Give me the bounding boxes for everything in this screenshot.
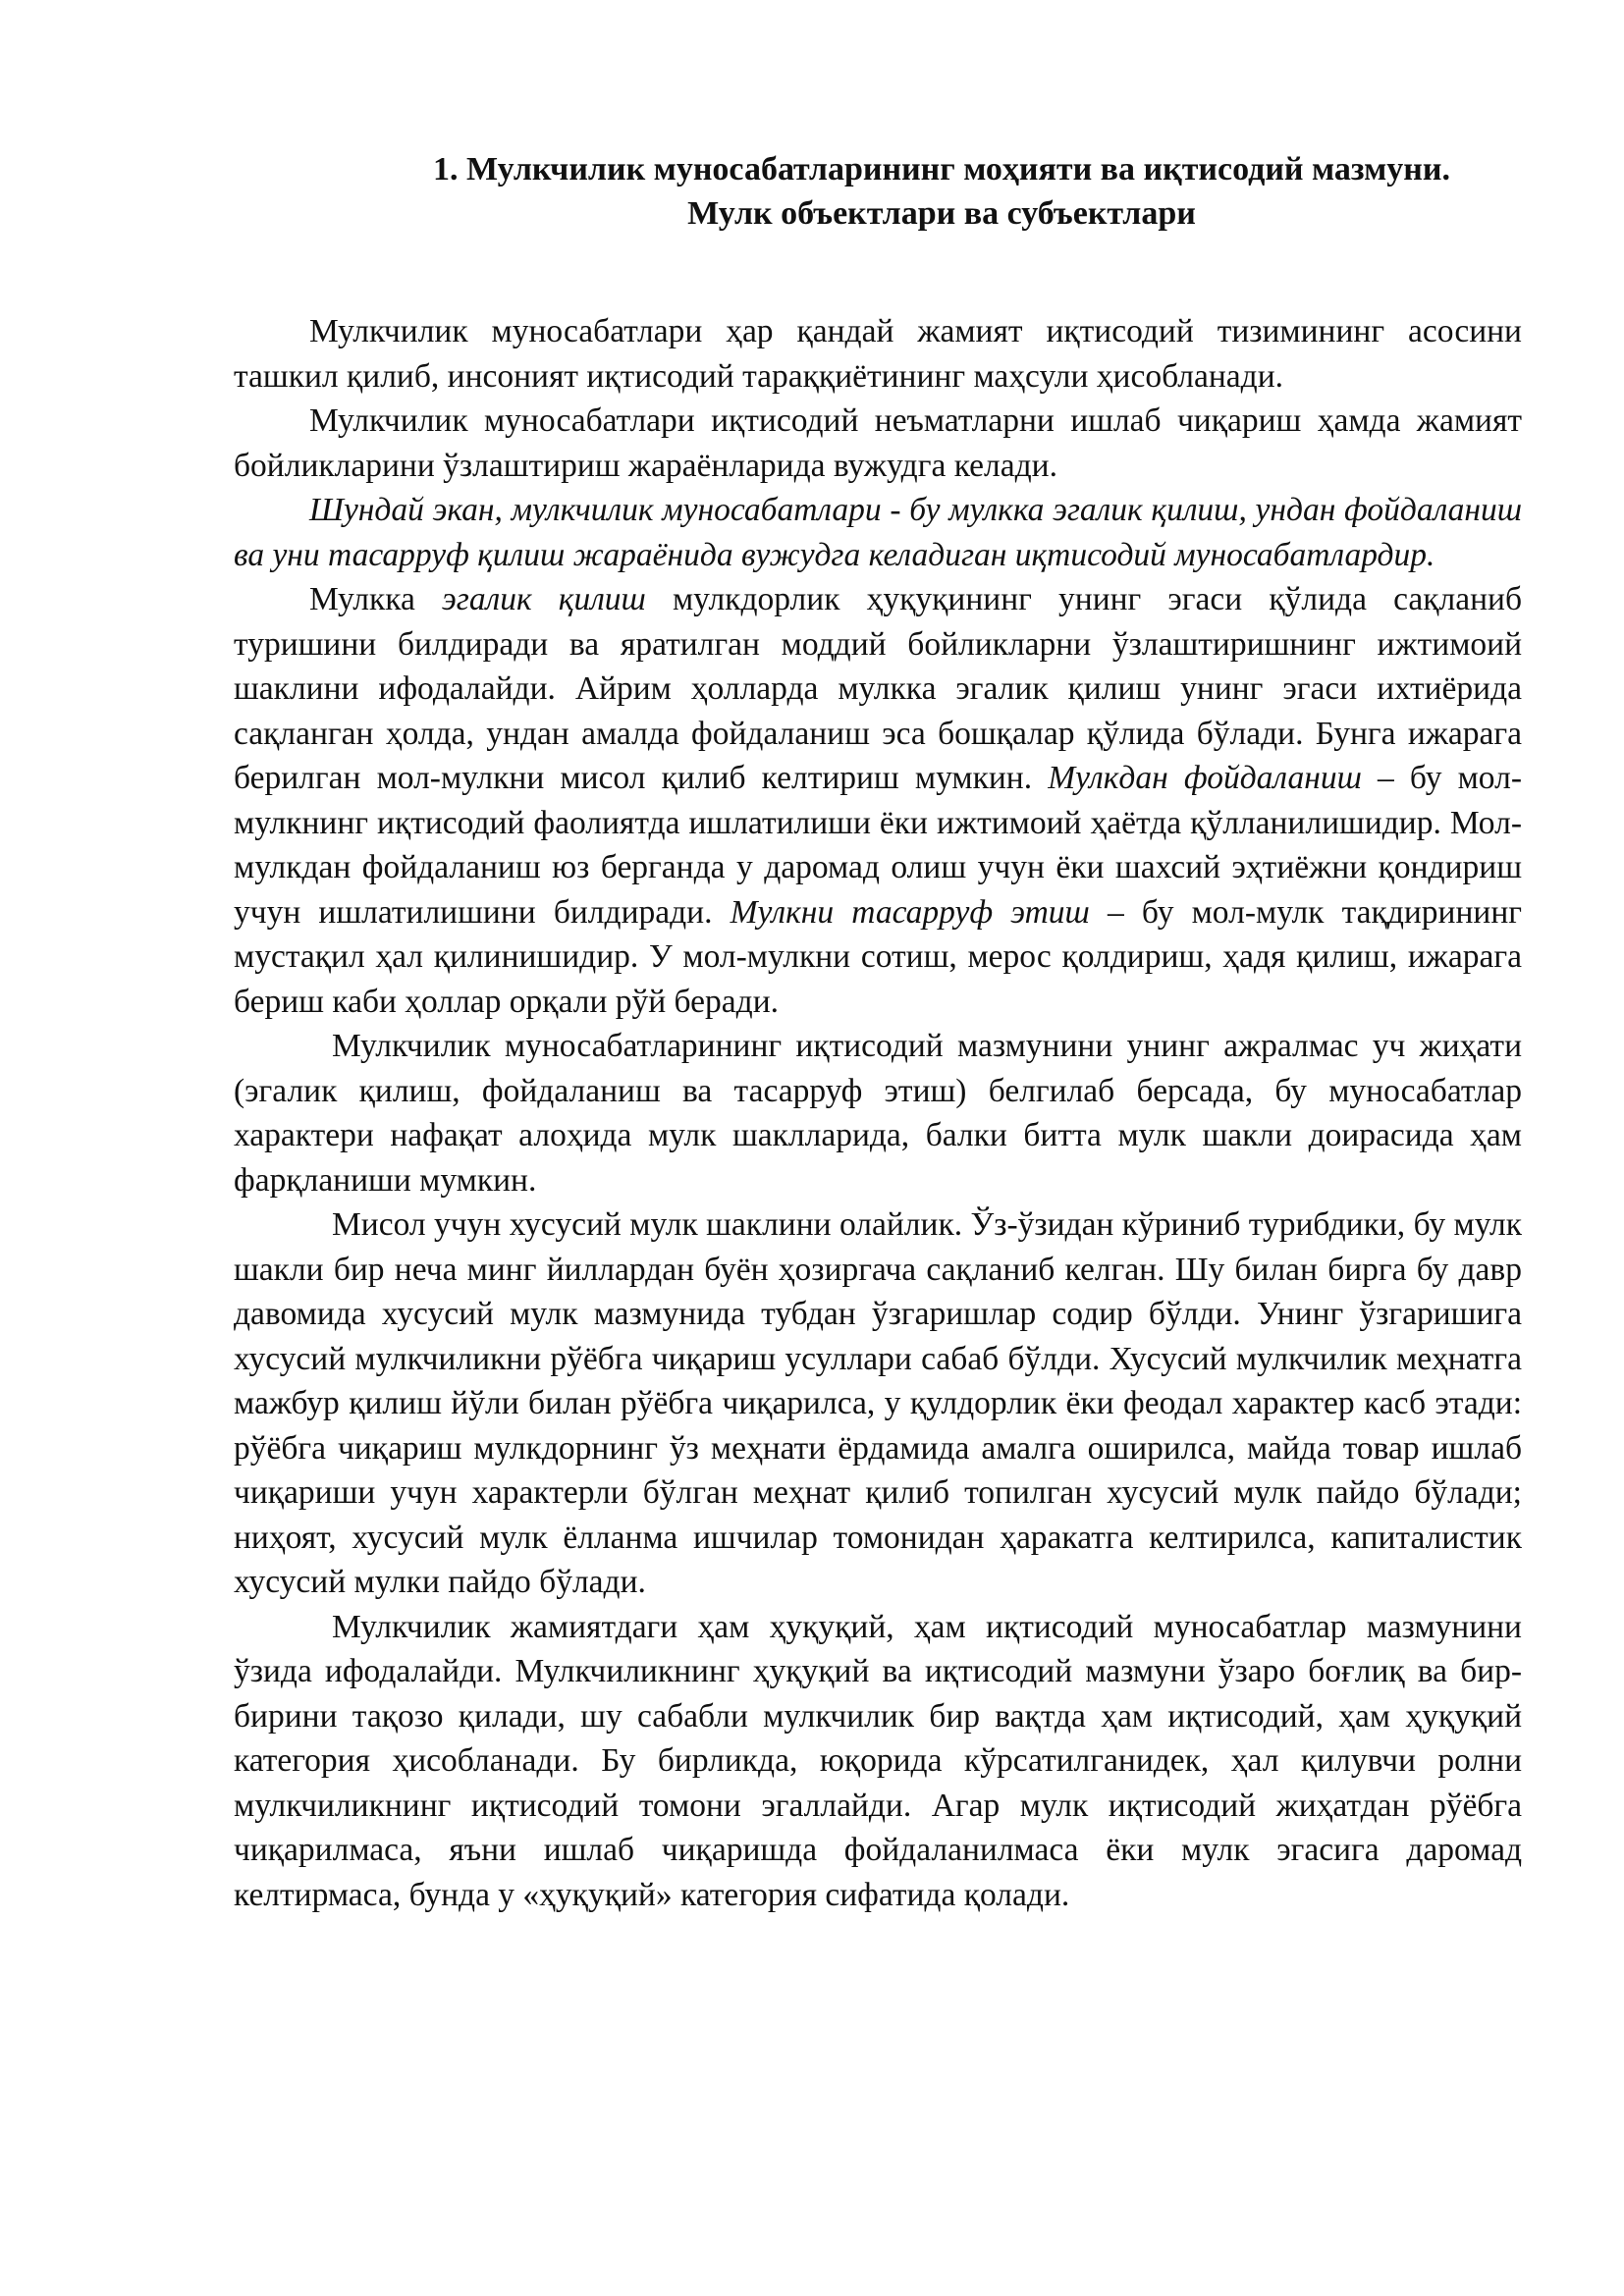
term-disposal: Мулкни тасарруф этиш xyxy=(730,893,1090,931)
heading-line-1: 1. Мулкчилик муносабатларининг моҳияти ва иқтисодий мазмуни. xyxy=(433,151,1450,187)
paragraph-2: Мулкчилик муносабатлари иқтисодий неъматларни ишлаб чиқариш ҳамда жамият бойликларини ўзлаштириш жараёнларида вужудга келади. xyxy=(234,402,1522,484)
paragraph-4-text-2: мулкдорлик ҳуқуқининг унинг эгаси қўлида сақланиб туришини билдиради ва яратилган моддий бойликларни ўзлаштиришнинг ижтимоий шаклини ифодалайди. Айрим ҳолларда мулкка эгалик қилиш унинг эгаси ихтиёрида сақланган ҳолда, ундан амалда фойдаланиш эса бошқалар қўлида бўлади. Бунга ижарага берилган мол-мулкни мисол қилиб келтириш мумкин. xyxy=(234,581,1522,796)
section-heading xyxy=(234,147,1522,236)
paragraph-4-text-1: Мулкка xyxy=(309,581,443,617)
paragraph-1: Мулкчилик муносабатлари ҳар қандай жамият иқтисодий тизимининг асосини ташкил қилиб, инсоният иқтисодий тараққиётининг маҳсули ҳисобланади. xyxy=(234,313,1522,395)
paragraph-6: Мисол учун хусусий мулк шаклини олайлик. Ўз-ўзидан кўриниб турибдики, бу мулк шакли бир неча минг йиллардан буён ҳозиргача сақланиб келган. Шу билан бирга бу давр давомида хусусий мулк мазмунида тубдан ўзгаришлар содир бўлди. Унинг ўзгаришига хусусий мулкчиликни рўёбга чиқариш усуллари сабаб бўлди. Хусусий мулкчилик меҳнатга мажбур қилиш йўли билан рўёбга чиқарилса, у қулдорлик ёки феодал характер касб этади: рўёбга чиқариш мулкдорнинг ўз меҳнати ёрдамида амалга оширилса, майда товар ишлаб чиқариши учун характерли бўлган меҳнат қилиб топилган хусусий мулк пайдо бўлади; ниҳоят, хусусий мулк ёлланма ишчилар томонидан ҳаракатга келтирилса, капиталистик хусусий мулки пайдо бўлади. xyxy=(234,1206,1522,1600)
document-page xyxy=(234,147,1522,1917)
term-usage: Мулкдан фойдаланиш xyxy=(1048,760,1362,796)
paragraph-4 xyxy=(234,577,1522,1024)
paragraph-4-text-3: – бу мол-мулкнинг иқтисодий фаолиятда ишлатилиши ёки ижтимоий ҳаётда қўлланилишидир. Мол-мулкдан фойдаланиш юз берганда у даромад олиш учун ёки шахсий эҳтиёжни қондириш учун ишлатилишини билдиради. xyxy=(234,760,1522,931)
term-ownership: эгалик қилиш xyxy=(442,581,646,617)
paragraph-7: Мулкчилик жамиятдаги ҳам ҳуқуқий, ҳам иқтисодий муносабатлар мазмунини ўзида ифодалайди. Мулкчиликнинг ҳуқуқий ва иқтисодий мазмуни ўзаро боғлиқ ва бир-бирини тақозо қилади, шу сабабли мулкчилик бир вақтда ҳам иқтисодий, ҳам ҳуқуқий категория ҳисобланади. Бу бирликда, юқорида кўрсатилганидек, ҳал қилувчи ролни мулкчиликнинг иқтисодий томони эгаллайди. Агар мулк иқтисодий жиҳатдан рўёбга чиқарилмаса, яъни ишлаб чиқаришда фойдаланилмаса ёки мулк эгасига даромад келтирмаса, бунда у «ҳуқуқий» категория сифатида қолади. xyxy=(234,1608,1522,1913)
paragraph-4-text-4: – бу мол-мулк тақдирининг мустақил ҳал қилинишидир. У мол-мулкни сотиш, мерос қолдириш, ҳадя қилиш, ижарага бериш каби ҳоллар орқали рўй беради. xyxy=(234,893,1522,1020)
paragraph-3-definition xyxy=(234,488,1522,577)
definition-italic: Шундай экан, мулкчилик муносабатлари - бу мулкка эгалик қилиш, ундан фойдаланиш ва уни тасарруф қилиш жараёнида вужудга келадиган иқтисодий муносабатлардир. xyxy=(234,492,1522,573)
paragraph-5: Мулкчилик муносабатларининг иқтисодий мазмунини унинг ажралмас уч жиҳати (эгалик қилиш, фойдаланиш ва тасарруф этиш) белгилаб берсада, бу муносабатлар характери нафақат алоҳида мулк шаклларида, балки битта мулк шакли доирасида ҳам фарқланиши мумкин. xyxy=(234,1028,1522,1199)
heading-line-2: Мулк объектлари ва субъектлари xyxy=(687,195,1196,232)
